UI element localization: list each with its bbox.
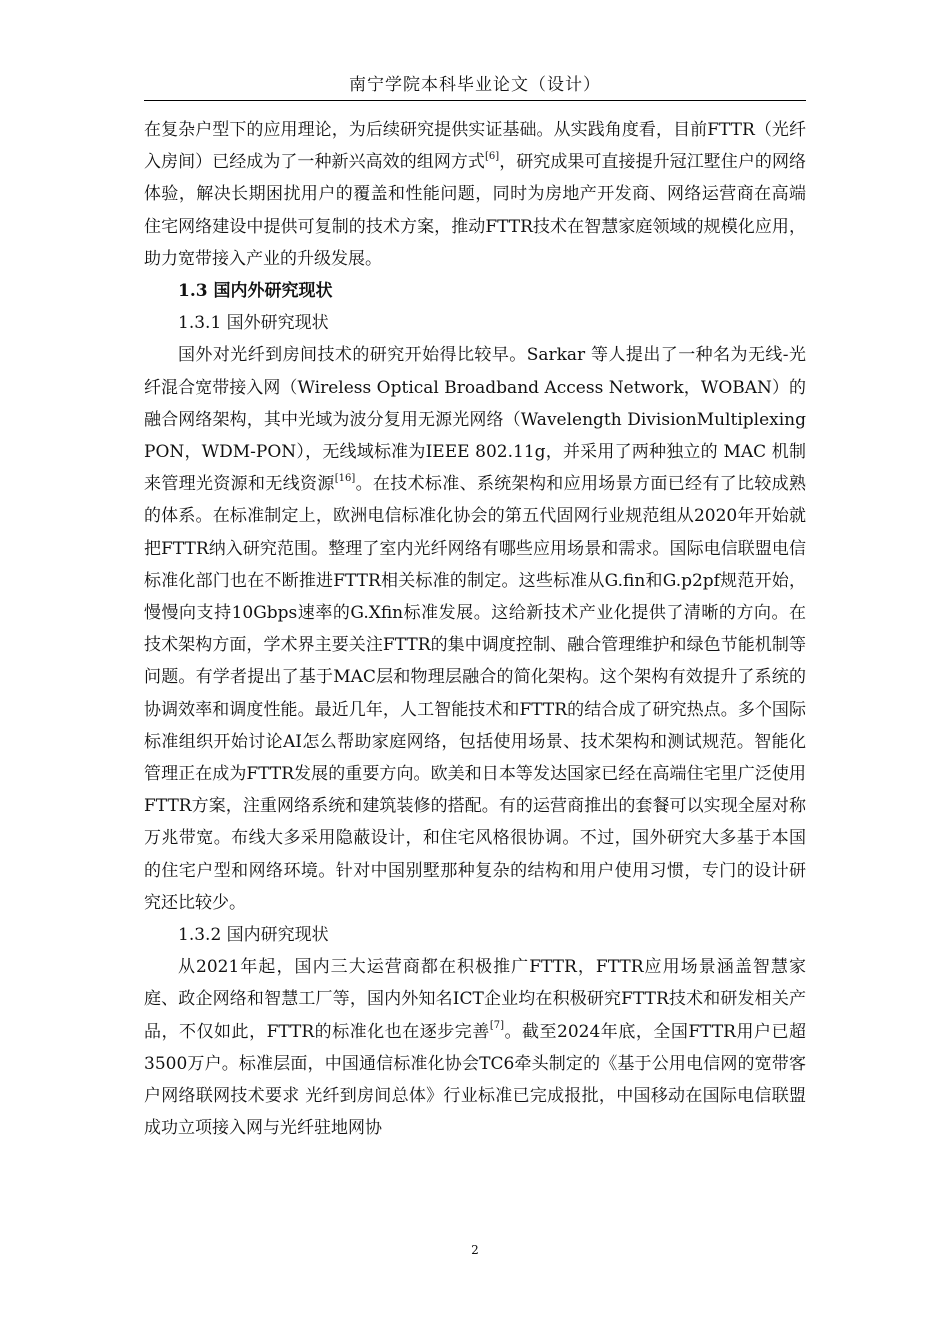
paragraph-text: 从2021年起，国内三大运营商都在积极推广FTTR，FTTR应用场景涵盖智慧家庭、政企网络和智慧工厂等，国内外知名ICT企业均在积极研究FTTR技术和研发相关产品，不仅如此，FTTR的标准化也在逐步完善 xyxy=(144,957,806,1042)
body-text xyxy=(144,114,806,1145)
citation-ref: [16] xyxy=(334,472,356,484)
running-header: 南宁学院本科毕业论文（设计） xyxy=(349,75,601,95)
header-rule xyxy=(144,100,806,101)
paragraph-text: ，研究成果可直接提升冠江墅住户的网络体验，解决长期困扰用户的覆盖和性能问题，同时为房地产开发商、网络运营商在高端住宅网络建设中提供可复制的技术方案，推动FTTR技术在智慧家庭领域的规模化应用，助力宽带接入产业的升级发展。 xyxy=(144,152,807,269)
paragraph-text: 在复杂户型下的应用理论，为后续研究提供实证基础。从实践角度看，目前FTTR（光纤入房间）已经成为了一种新兴高效的组网方式 xyxy=(144,120,806,173)
section-heading: 1.3 国内外研究现状 xyxy=(178,281,333,302)
page-number: 2 xyxy=(471,1243,479,1257)
paragraph-text: 国外对光纤到房间技术的研究开始得比较早。Sarkar 等人提出了一种名为无线-光纤混合宽带接入网（Wireless Optical Broadband Access Network，WOBAN）的融合网络架构，其中光域为波分复用无源光网络（Wavelength DivisionMultiplexing PON，WDM-PON），无线域标准为IEEE 802.11g，并采用了两种独立的 MAC 机制来管理光资源和无线资源 xyxy=(144,345,806,495)
paragraph xyxy=(144,339,806,919)
citation-ref: [6] xyxy=(484,150,500,162)
subsection-heading: 1.3.2 国内研究现状 xyxy=(178,925,329,946)
paragraph-text: 。截至2024年底，全国FTTR用户已超3500万户。标准层面，中国通信标准化协会TC6牵头制定的《基于公用电信网的宽带客户网络联网技术要求 光纤到房间总体》行业标准已完成报批，中国移动在国际电信联盟成功立项接入网与光纤驻地网协 xyxy=(144,1021,806,1139)
subsection-heading: 1.3.1 国外研究现状 xyxy=(178,313,329,334)
paragraph-text: 。在技术标准、系统架构和应用场景方面已经有了比较成熟的体系。在标准制定上，欧洲电信标准化协会的第五代固网行业规范组从2020年开始就把FTTR纳入研究范围。整理了室内光纤网络有哪些应用场景和需求。国际电信联盟电信标准化部门也在不断推进FTTR相关标准的制定。这些标准从G.fin和G.p2pf规范开始，慢慢向支持10Gbps速率的G.Xfin标准发展。这给新技术产业化提供了清晰的方向。在技术架构方面，学术界主要关注FTTR的集中调度控制、融合管理维护和绿色节能机制等问题。有学者提出了基于MAC层和物理层融合的简化架构。这个架构有效提升了系统的协调效率和调度性能。最近几年，人工智能技术和FTTR的结合成了研究热点。多个国际标准组织开始讨论AI怎么帮助家庭网络，包括使用场景、技术架构和测试规范。智能化管理正在成为FTTR发展的重要方向。欧美和日本等发达国家已经在高端住宅里广泛使用FTTR方案，注重网络系统和建筑装修的搭配。有的运营商推出的套餐可以实现全屋对称万兆带宽。布线大多采用隐蔽设计，和住宅风格很协调。不过，国外研究大多基于本国的住宅户型和网络环境。针对中国别墅那种复杂的结构和用户使用习惯，专门的设计研究还比较少。 xyxy=(144,474,807,913)
paragraph xyxy=(144,114,806,275)
citation-ref: [7] xyxy=(489,1020,504,1032)
paragraph xyxy=(144,951,806,1144)
